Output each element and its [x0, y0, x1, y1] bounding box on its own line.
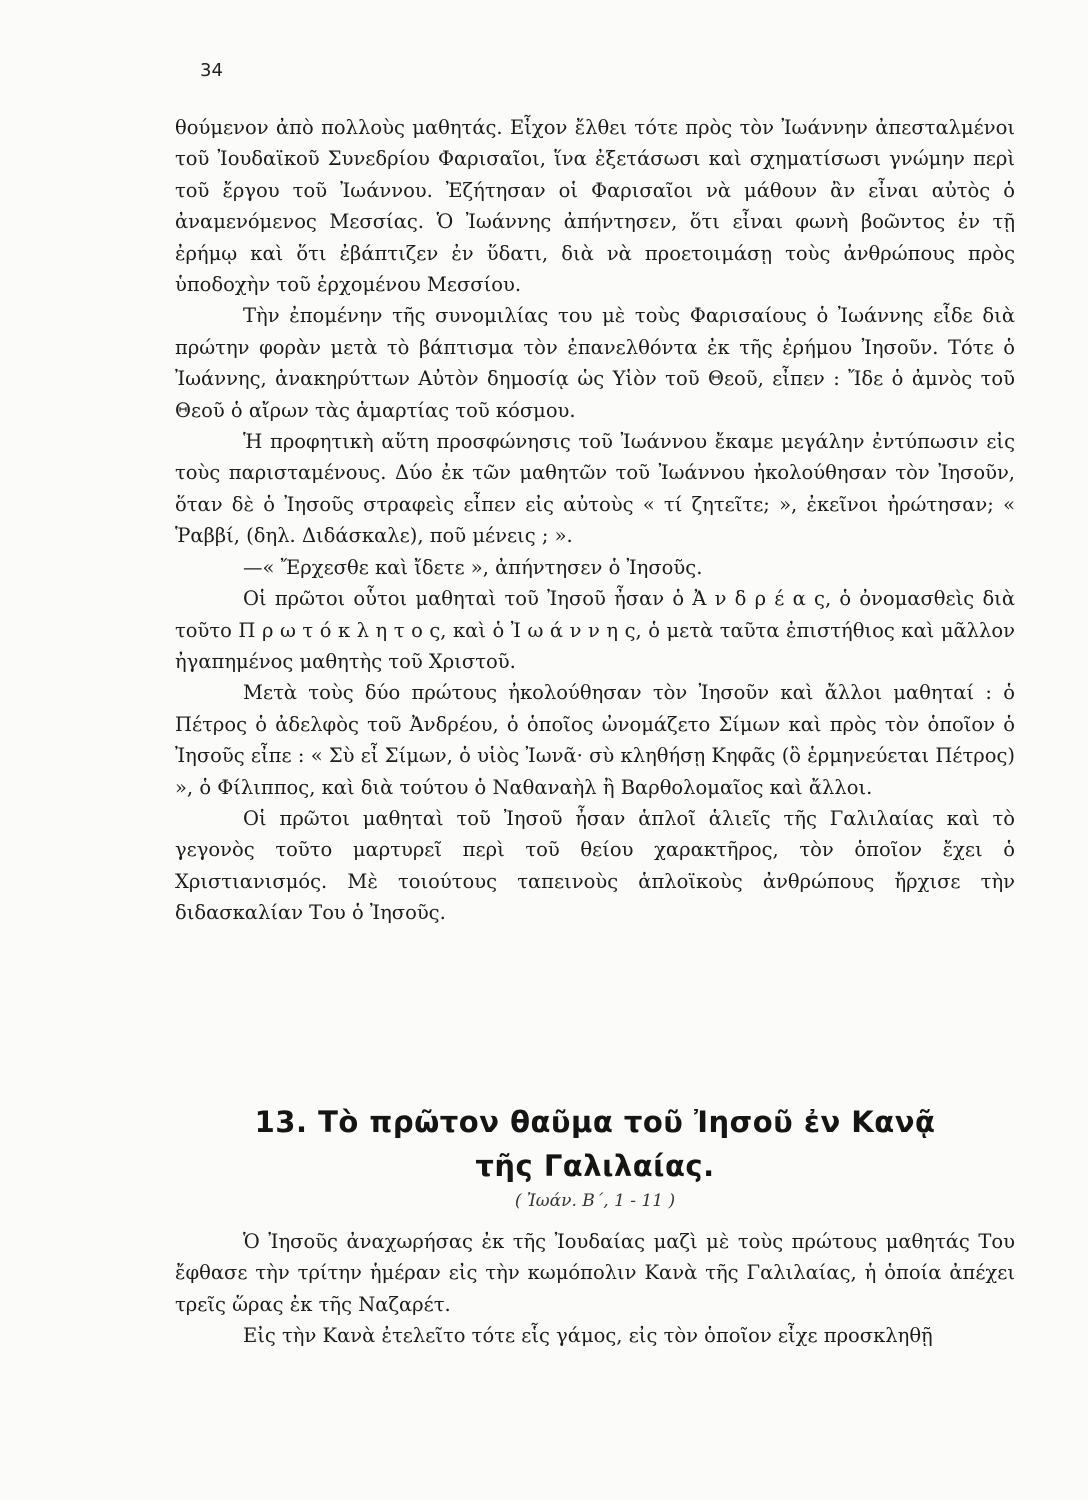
section-title-line1: 13. Τὸ πρῶτον θαῦμα τοῦ Ἰησοῦ ἐν Κανᾷ [254, 1105, 936, 1139]
body-text-top [175, 112, 1015, 929]
paragraph: Ὁ Ἰησοῦς ἀναχωρήσας ἐκ τῆς Ἰουδαίας μαζὶ μὲ τοὺς πρώτους μαθητάς Του ἔφθασε τὴν τρίτην ἡμέραν εἰς τὴν κωμόπολιν Κανὰ τῆς Γαλιλαίας, ἡ ὁποία ἀπέχει τρεῖς ὥρας ἐκ τῆς Ναζαρέτ. [175, 1230, 1015, 1316]
paragraph: —« Ἔρχεσθε καὶ ἴδετε », ἀπήντησεν ὁ Ἰησοῦς. [243, 555, 703, 579]
paragraph: Τὴν ἐπομένην τῆς συνομιλίας του μὲ τοὺς Φαρισαίους ὁ Ἰωάννης εἶδε διὰ πρώτην φορὰν μετὰ τὸ βάπτισμα τὸν ἐπανελθόντα ἐκ τῆς ἐρήμου Ἰησοῦν. Τότε ὁ Ἰωάννης, ἀνακηρύττων Αὐτὸν δημοσίᾳ ὡς Υἱὸν τοῦ Θεοῦ, εἶπεν : Ἴδε ὁ ἀμνὸς τοῦ Θεοῦ ὁ αἴρων τὰς ἁμαρτίας τοῦ κόσμου. [175, 304, 1015, 422]
page-number: 34 [200, 60, 223, 81]
paragraph: Οἱ πρῶτοι μαθηταὶ τοῦ Ἰησοῦ ἦσαν ἁπλοῖ ἁλιεῖς τῆς Γαλιλαίας καὶ τὸ γεγονὸς τοῦτο μαρτυρεῖ περὶ τοῦ θείου χαρακτῆρος, τὸν ὁποῖον ἔχει ὁ Χριστιανισμός. Μὲ τοιούτους ταπεινοὺς ἁπλοϊκοὺς ἀνθρώπους ἤρχισε τὴν διδασκαλίαν Του ὁ Ἰησοῦς. [175, 806, 1015, 925]
paragraph: Οἱ πρῶτοι οὗτοι μαθηταὶ τοῦ Ἰησοῦ ἦσαν ὁ Ἀ ν δ ρ έ α ς, ὁ ὀνομασθεὶς διὰ τοῦτο Π ρ ω τ ό κ λ η τ ο ς, καὶ ὁ Ἰ ω ά ν ν η ς, ὁ μετὰ ταῦτα ἐπιστήθιος καὶ μᾶλλον ἠγαπημένος μαθητὴς τοῦ Χριστοῦ. [175, 587, 1015, 673]
section-title-line2: τῆς Γαλιλαίας. [475, 1149, 715, 1183]
paragraph: θούμενον ἀπὸ πολλοὺς μαθητάς. Εἶχον ἔλθει τότε πρὸς τὸν Ἰωάννην ἀπεσταλμένοι τοῦ Ἰουδαϊκοῦ Συνεδρίου Φαρισαῖοι, ἵνα ἐξετάσωσι καὶ σχηματίσωσι γνώμην περὶ τοῦ ἔργου τοῦ Ἰωάννου. Ἐζήτησαν οἱ Φαρισαῖοι νὰ μάθουν ἂν εἶναι αὐτὸς ὁ ἀναμενόμενος Μεσσίας. Ὁ Ἰωάννης ἀπήντησεν, ὅτι εἶναι φωνὴ βοῶντος ἐν τῇ ἐρήμῳ καὶ ὅτι ἐβάπτιζεν ἐν ὕδατι, διὰ νὰ προετοιμάσῃ τοὺς ἀνθρώπους πρὸς ὑποδοχὴν τοῦ ἐρχομένου Μεσσίου. [175, 116, 1015, 297]
paragraph: Ἡ προφητικὴ αὕτη προσφώνησις τοῦ Ἰωάννου ἔκαμε μεγάλην ἐντύπωσιν εἰς τοὺς παρισταμένους. Δύο ἐκ τῶν μαθητῶν τοῦ Ἰωάννου ἠκολούθησαν τὸν Ἰησοῦν, ὅταν δὲ ὁ Ἰησοῦς στραφεὶς εἶπεν εἰς αὐτοὺς « τί ζητεῖτε; », ἐκεῖνοι ἠρώτησαν; « Ῥαββί, (δηλ. Διδάσκαλε), ποῦ μένεις ; ». [175, 430, 1015, 548]
paragraph: Εἰς τὴν Κανὰ ἐτελεῖτο τότε εἷς γάμος, εἰς τὸν ὁποῖον εἶχε προσκληθῇ [243, 1324, 933, 1348]
body-text-bottom [175, 1226, 1015, 1352]
section-heading [175, 1100, 1015, 1214]
scripture-reference: ( Ἰωάν. Β΄, 1 - 11 ) [514, 1191, 676, 1211]
paragraph: Μετὰ τοὺς δύο πρώτους ἠκολούθησαν τὸν Ἰησοῦν καὶ ἄλλοι μαθηταί : ὁ Πέτρος ὁ ἀδελφὸς τοῦ Ἀνδρέου, ὁ ὁποῖος ὠνομάζετο Σίμων καὶ πρὸς τὸν ὁποῖον ὁ Ἰησοῦς εἶπε : « Σὺ εἶ Σίμων, ὁ υἱὸς Ἰωνᾶ· σὺ κληθήσῃ Κηφᾶς (ὃ ἑρμηνεύεται Πέτρος) », ὁ Φίλιππος, καὶ διὰ τούτου ὁ Ναθαναὴλ ἢ Βαρθολομαῖος καὶ ἄλλοι. [175, 681, 1015, 799]
